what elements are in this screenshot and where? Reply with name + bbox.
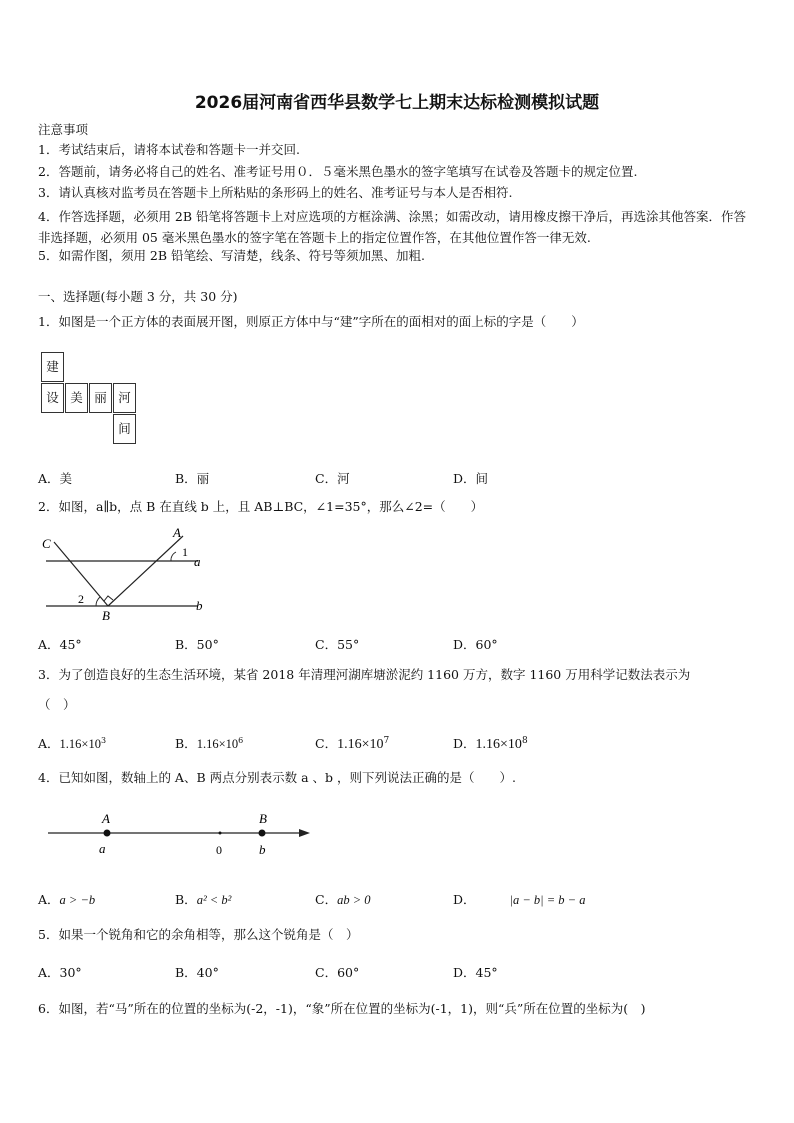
axis-label-zero: 0: [216, 843, 222, 857]
axis-label-A: A: [102, 811, 110, 826]
q3-option-a-exp: 3: [100, 735, 107, 745]
q3-option-c-base: 1.16×10: [337, 737, 384, 752]
q4-option-a-label: A．: [38, 892, 60, 907]
q4-option-b-label: B．: [175, 892, 197, 907]
q5-option-d[interactable]: D．45°: [453, 965, 498, 980]
q4-option-c[interactable]: [315, 890, 371, 908]
q3-option-c-exp: 7: [383, 735, 390, 746]
q2-option-b[interactable]: B．50°: [175, 637, 219, 652]
q4-option-c-expr: ab > 0: [337, 893, 371, 907]
net-cell-li: 丽: [89, 383, 112, 413]
q3-option-d-base: 1.16×10: [475, 737, 522, 752]
q5-option-b[interactable]: B．40°: [175, 965, 219, 980]
net-cell-she: 设: [41, 383, 64, 413]
notice-item-4: 4．作答选择题，必须用 2B 铅笔将答题卡上对应选项的方框涂满、涂黑；如需改动，请用橡皮擦干净后，再选涂其他答案．作答非选择题，必须用 05 毫米黑色墨水的签字笔在答题卡上的指定位置作答，在其他位置作答一律无效.: [38, 209, 747, 245]
q2-option-c[interactable]: C．55°: [315, 637, 360, 652]
q1-option-a[interactable]: A．美: [38, 471, 73, 486]
label-b: b: [196, 598, 203, 613]
label-B: B: [102, 608, 110, 623]
q4-option-d[interactable]: [453, 890, 585, 908]
parallel-lines-figure: [38, 524, 218, 628]
label-angle-1: 1: [182, 545, 188, 559]
q3-stem-line2: （ ）: [38, 697, 76, 712]
q5-option-c[interactable]: C．60°: [315, 965, 360, 980]
q4-option-d-label: D．: [453, 892, 476, 907]
q3-option-d-exp: 8: [521, 735, 528, 746]
q3-option-c-label: C．: [315, 736, 338, 751]
label-C: C: [42, 536, 51, 551]
page-title: 2026届河南省西华县数学七上期末达标检测模拟试题: [194, 93, 600, 113]
q5-option-a[interactable]: A．30°: [38, 965, 82, 980]
notice-item-5: 5．如需作图，须用 2B 铅笔绘、写清楚，线条、符号等须加黑、加粗.: [38, 248, 426, 263]
axis-label-b: b: [259, 842, 266, 857]
q5-stem: 5．如果一个锐角和它的余角相等，那么这个锐角是（ ）: [38, 927, 359, 942]
notice-item-3: 3．请认真核对监考员在答题卡上所粘贴的条形码上的姓名、准考证号与本人是否相符.: [38, 185, 513, 200]
q4-option-b[interactable]: [175, 890, 231, 908]
q3-stem-line1: 3．为了创造良好的生态生活环境，某省 2018 年清理河湖库塘淤泥约 1160 万方，数字 1160 万用科学记数法表示为: [38, 667, 691, 682]
q3-option-b-label: B．: [175, 736, 197, 751]
q2-option-d[interactable]: D．60°: [453, 637, 498, 652]
q4-option-c-label: C．: [315, 892, 338, 907]
net-cell-mei: 美: [65, 383, 88, 413]
label-a: a: [194, 554, 201, 569]
number-line-figure: [38, 806, 328, 862]
label-angle-2: 2: [78, 592, 84, 606]
q3-option-d[interactable]: [453, 734, 528, 753]
q1-option-b[interactable]: B．丽: [175, 471, 210, 486]
q4-option-d-expr: |a − b| = b − a: [509, 893, 586, 907]
section-heading: 一、选择题(每小题 3 分，共 30 分): [38, 289, 238, 304]
q2-stem: 2．如图，a∥b，点 B 在直线 b 上，且 AB⊥BC，∠1=35°，那么∠2=（ ）: [38, 499, 484, 514]
axis-label-a: a: [99, 841, 106, 856]
q4-stem: 4．已知如图，数轴上的 A、B 两点分别表示数 a 、b ，则下列说法正确的是（ ）.: [38, 770, 516, 785]
q3-option-a-label: A．: [38, 736, 60, 751]
notice-heading: 注意事项: [38, 122, 89, 137]
q6-stem: 6．如图，若“马”所在的位置的坐标为(-2，-1)，“象”所在位置的坐标为(-1，1)，则“兵”所在位置的坐标为( ): [38, 1001, 646, 1016]
notice-item-1: 1．考试结束后，请将本试卷和答题卡一并交回.: [38, 142, 300, 157]
q4-option-a[interactable]: [38, 890, 95, 908]
notice-item-2: 2．答题前，请务必将自己的姓名、准考证号用０．５毫米黑色墨水的签字笔填写在试卷及答题卡的规定位置.: [38, 164, 638, 179]
q3-option-b[interactable]: [175, 734, 243, 752]
q3-option-a-base: 1.16×10: [59, 737, 101, 751]
q4-option-b-expr: a² < b²: [196, 893, 232, 907]
q3-option-c[interactable]: [315, 734, 389, 753]
q3-option-a[interactable]: [38, 734, 106, 752]
net-cell-jian2: 间: [113, 414, 136, 444]
q2-option-a[interactable]: A．45°: [38, 637, 82, 652]
net-cell-he: 河: [113, 383, 136, 413]
q1-option-c[interactable]: C．河: [315, 471, 350, 486]
q1-stem: 1．如图是一个正方体的表面展开图，则原正方体中与“建”字所在的面相对的面上标的字是（ ）: [38, 314, 584, 329]
net-cell-jian: 建: [41, 352, 64, 382]
q4-option-a-expr: a > −b: [59, 893, 96, 907]
q1-option-d[interactable]: D．间: [453, 471, 489, 486]
q3-option-b-base: 1.16×10: [196, 737, 239, 751]
q3-option-d-label: D．: [453, 736, 476, 751]
axis-label-B: B: [259, 811, 267, 826]
label-A: A: [173, 525, 181, 540]
q3-option-b-exp: 6: [238, 735, 244, 745]
